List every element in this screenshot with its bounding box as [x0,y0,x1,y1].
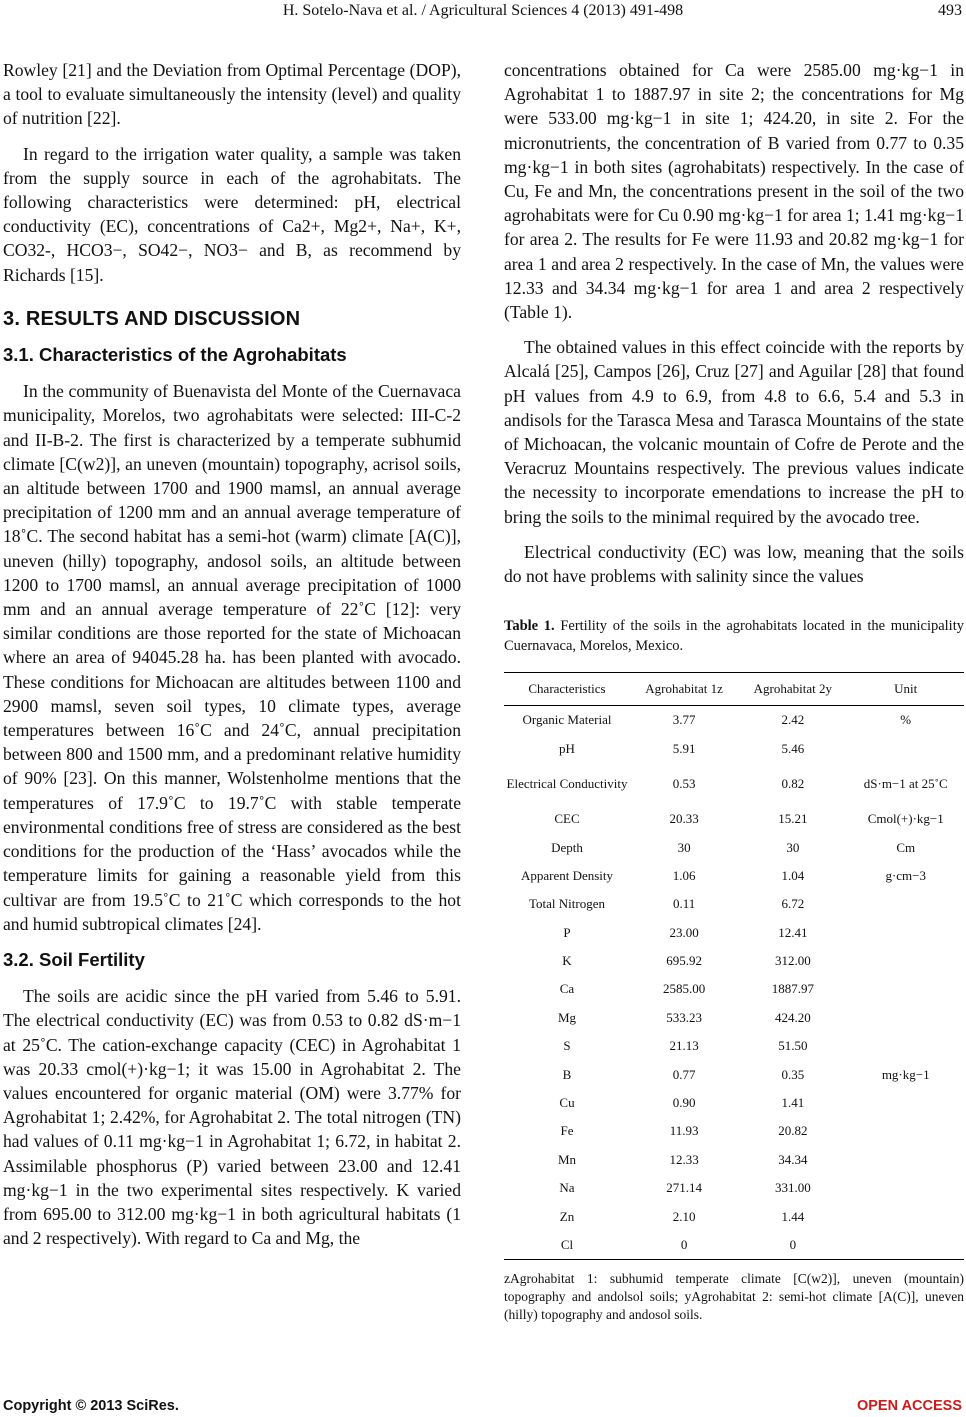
characteristic-cell: CEC [554,811,580,827]
agrohabitat-2-cell: 1.44 [781,1208,805,1224]
unit-cell: dS·m−1 at 25˚C [863,776,948,792]
table-row [504,947,964,975]
fertility-table [504,672,964,1260]
table-row [504,1032,964,1060]
agrohabitat-1-cell: 0.77 [672,1066,696,1082]
characteristic-cell: Electrical Conductivity [506,776,628,792]
agrohabitat-1-cell: 2585.00 [662,981,706,997]
table-row [504,706,964,735]
table-row [504,1146,964,1174]
agrohabitat-1-cell: 30 [677,839,691,855]
agrohabitat-1-cell: 0.53 [672,776,696,792]
table-row [504,1004,964,1032]
agrohabitat-2-cell: 0.82 [781,776,805,792]
paragraph: The obtained values in this effect coincide with the reports by Alcalá [25], Campos [26], Cruz [27] and Aguilar [28] that found pH values from 4.9 to 6.9, from 4.8 to 6.6, 5.4 and 5.3 in andisols for the Tarasca Mesa and Tarasca Mountains of the state of Michoacan, the volcanic mountain of Cofre de Perote and the Veracruz Mountains respectively. The previous values indicate the necessity to incorporate emendations to increase the pH to bring the soils to the minimal required by the avocado tree. [504,337,964,527]
agrohabitat-2-cell: 30 [786,839,800,855]
agrohabitat-1-cell: 21.13 [669,1038,699,1054]
running-title: H. Sotelo-Nava et al. / Agricultural Sciences 4 (2013) 491-498 [282,2,684,19]
column-header: Agrohabitat 1z [630,673,738,706]
section-heading: 3. RESULTS AND DISCUSSION [3,307,301,330]
unit-cell [847,1146,964,1174]
unit-cell [847,975,964,1003]
paragraph: Electrical conductivity (EC) was low, meaning that the soils do not have problems with salinity since the values [504,541,964,587]
paragraph: concentrations obtained for Ca were 2585.00 mg·kg−1 in Agrohabitat 1 to 1887.97 in site 2; the concentrations for Mg were 533.00 mg·kg−1 in site 1; 424.20, in site 2. For the micronutrients, the concentration of B varied from 0.77 to 0.35 mg·kg−1 in both sites (agrohabitats) respectively. In the case of Cu, Fe and Mn, the concentrations present in the soil of the two agrohabitats were for Cu 0.90 mg·kg−1 for area 1; 1.41 mg·kg−1 for area 2. The results for Fe were 11.93 and 20.82 mg·kg−1 for area 1 and area 2 respectively. In the case of Mn, the values were 12.33 and 34.34 mg·kg−1 for area 1 and area 2 respectively (Table 1). [504,60,964,323]
table-row [504,1061,964,1089]
unit-cell: g·cm−3 [885,867,926,883]
characteristic-cell: K [562,953,572,969]
characteristic-cell: Ca [559,981,575,997]
characteristic-cell: Na [559,1180,575,1196]
table-row [504,1117,964,1145]
unit-cell [847,890,964,918]
agrohabitat-1-cell: 11.93 [669,1123,699,1139]
table-row [504,890,964,918]
agrohabitat-2-cell: 12.41 [778,924,808,940]
table-row [504,735,964,763]
characteristic-cell: Apparent Density [520,867,614,883]
copyright-notice: Copyright © 2013 SciRes. [3,1398,179,1414]
open-access-label: OPEN ACCESS [856,1398,962,1414]
unit-cell [847,919,964,947]
table-row [504,833,964,861]
characteristic-cell: Depth [551,839,583,855]
agrohabitat-2-cell: 0 [738,1231,847,1260]
characteristic-cell: Cl [504,1231,630,1260]
agrohabitat-1-cell: 0.90 [672,1095,696,1111]
characteristic-cell: Cu [559,1095,575,1111]
running-header [0,2,966,28]
agrohabitat-2-cell: 312.00 [774,953,811,969]
agrohabitat-1-cell: 0.11 [672,896,696,912]
unit-cell: % [900,712,912,728]
agrohabitat-2-cell: 1.41 [781,1095,805,1111]
agrohabitat-1-cell: 0 [630,1231,738,1260]
unit-cell [847,947,964,975]
agrohabitat-2-cell: 6.72 [781,896,805,912]
characteristic-cell: Organic Material [522,712,612,728]
agrohabitat-1-cell: 5.91 [672,740,696,756]
characteristic-cell: B [562,1066,572,1082]
column-header: Unit [847,673,964,706]
characteristic-cell: P [563,924,571,940]
unit-cell [847,1032,964,1060]
agrohabitat-2-cell: 51.50 [778,1038,808,1054]
column-header: Agrohabitat 2y [738,673,847,706]
page-number: 493 [938,2,962,19]
unit-cell [847,1117,964,1145]
unit-cell: Cm [896,839,916,855]
unit-cell [847,1004,964,1032]
agrohabitat-1-cell: 1.06 [672,867,696,883]
table-row [504,805,964,833]
unit-cell: mg·kg−1 [881,1066,930,1082]
table-footnote: zAgrohabitat 1: subhumid temperate climate [C(w2)], uneven (mountain) topography and andolsol soils; yAgrohabitat 2: semi-hot climate [A(C)], uneven (hilly) topography and andosol soils. [504,1271,964,1323]
agrohabitat-1-cell: 3.77 [672,712,696,728]
table-row [504,919,964,947]
table-row [504,1203,964,1231]
agrohabitat-1-cell: 695.92 [666,953,702,969]
table-row [504,862,964,890]
table-row [504,763,964,805]
table-caption-text: Fertility of the soils in the agrohabitats located in the municipality Cuernavaca, Morelos, Mexico. [504,618,964,655]
agrohabitat-1-cell: 20.33 [669,811,699,827]
agrohabitat-2-cell: 331.00 [774,1180,811,1196]
agrohabitat-2-cell: 1.04 [781,867,805,883]
subsection-heading: 3.1. Characteristics of the Agrohabitats [3,344,347,366]
agrohabitat-1-cell: 12.33 [669,1151,699,1167]
agrohabitat-2-cell: 15.21 [778,811,808,827]
paragraph: Rowley [21] and the Deviation from Optimal Percentage (DOP), a tool to evaluate simultaneously the intensity (level) and quality of nutrition [22]. [3,60,461,129]
paragraph: In the community of Buenavista del Monte of the Cuernavaca municipality, Morelos, two agrohabitats were selected: III-C-2 and II-B-2. The first is characterized by a temperate subhumid climate [C(w2)], an uneven (mountain) topography, acrisol soils, an altitude between 1700 and 1900 mamsl, an annual average precipitation of 1200 mm and an annual average temperature of 18˚C. The second habitat has a semi-hot (warm) climate [A(C)], uneven (hilly) topography, andosol soils, an altitude between 1200 to 1700 mamsl, an annual average precipitation of 1000 mm and an annual average temperature of 22˚C [12]: very similar conditions are those reported for the state of Michoacan where an area of 94045.28 ha. has been planted with avocado. These conditions for Michoacan are altitudes between 1100 and 2900 mamsl, seven soil types, 10 climate types, average temperatures between 16˚C and 24˚C, annual precipitation between 800 and 1500 mm, and a predominant relative humidity of 90% [23]. On this manner, Wolstenholme mentions that the temperatures of 17.9˚C to 19.7˚C with stable temperate environmental conditions free of stress are considered as the best conditions for the production of the ‘Hass’ avocados while the temperature limits for gaining a reasonable yield from this cultivar are from 19.5˚C to 21˚C which corresponds to the hot and humid subtropical climates [24]. [3,381,461,934]
characteristic-cell: pH [559,740,575,756]
paragraph: The soils are acidic since the pH varied from 5.46 to 5.91. The electrical conductivity (EC) was from 0.53 to 0.82 dS·m−1 at 25˚C. The cation-exchange capacity (CEC) in Agrohabitat 1 was 20.33 cmol(+)·kg−1; it was 15.00 in Agrohabitat 2. The values encountered for organic material (OM) were 3.77% for Agrohabitat 1; 2.42%, for Agrohabitat 2. The total nitrogen (TN) had values of 0.11 mg·kg−1 in Agrohabitat 1; 6.72, in habitat 2. Assimilable phosphorus (P) varied between 23.00 and 12.41 mg·kg−1 in the two experimental sites respectively. K varied from 695.00 to 312.00 mg·kg−1 in both agricultural habitats (1 and 2 respectively). With regard to Ca and Mg, the [3,986,461,1249]
agrohabitat-1-cell: 2.10 [672,1208,696,1224]
unit-cell: Cmol(+)·kg−1 [867,811,944,827]
characteristic-cell: S [563,1038,571,1054]
paragraph: In regard to the irrigation water quality, a sample was taken from the supply source in each of the agrohabitats. The following characteristics were determined: pH, electrical conductivity (EC), concentrations of Ca2+, Mg2+, Na+, K+, CO32-, HCO3−, SO42−, NO3− and B, as recommend by Richards [15]. [3,143,461,285]
column-header: Characteristics [504,673,630,706]
agrohabitat-2-cell: 0.35 [781,1066,805,1082]
agrohabitat-2-cell: 2.42 [781,712,805,728]
unit-cell [847,735,964,763]
characteristic-cell: Mg [557,1009,577,1025]
agrohabitat-2-cell: 424.20 [774,1009,811,1025]
table-caption [504,616,964,656]
characteristic-cell: Mn [557,1151,577,1167]
agrohabitat-2-cell: 5.46 [781,740,805,756]
unit-cell [847,1174,964,1202]
agrohabitat-1-cell: 271.14 [666,1180,702,1196]
table-row [504,1231,964,1260]
agrohabitat-2-cell: 20.82 [778,1123,808,1139]
agrohabitat-1-cell: 23.00 [669,924,699,940]
table-header-row [504,673,964,706]
unit-cell [847,1203,964,1231]
agrohabitat-2-cell: 34.34 [778,1151,808,1167]
characteristic-cell: Zn [559,1208,575,1224]
unit-cell [847,1231,964,1260]
characteristic-cell: Fe [560,1123,574,1139]
unit-cell [847,1089,964,1117]
table-row [504,1089,964,1117]
agrohabitat-2-cell: 1887.97 [771,981,814,997]
table-row [504,1174,964,1202]
left-column [3,58,461,1261]
agrohabitat-1-cell: 533.23 [666,1009,702,1025]
characteristic-cell: Total Nitrogen [529,896,605,912]
table-row [504,975,964,1003]
subsection-heading: 3.2. Soil Fertility [3,948,145,970]
table-body [504,706,964,1260]
right-column [504,58,964,1324]
table-caption-label: Table 1. [504,618,555,635]
